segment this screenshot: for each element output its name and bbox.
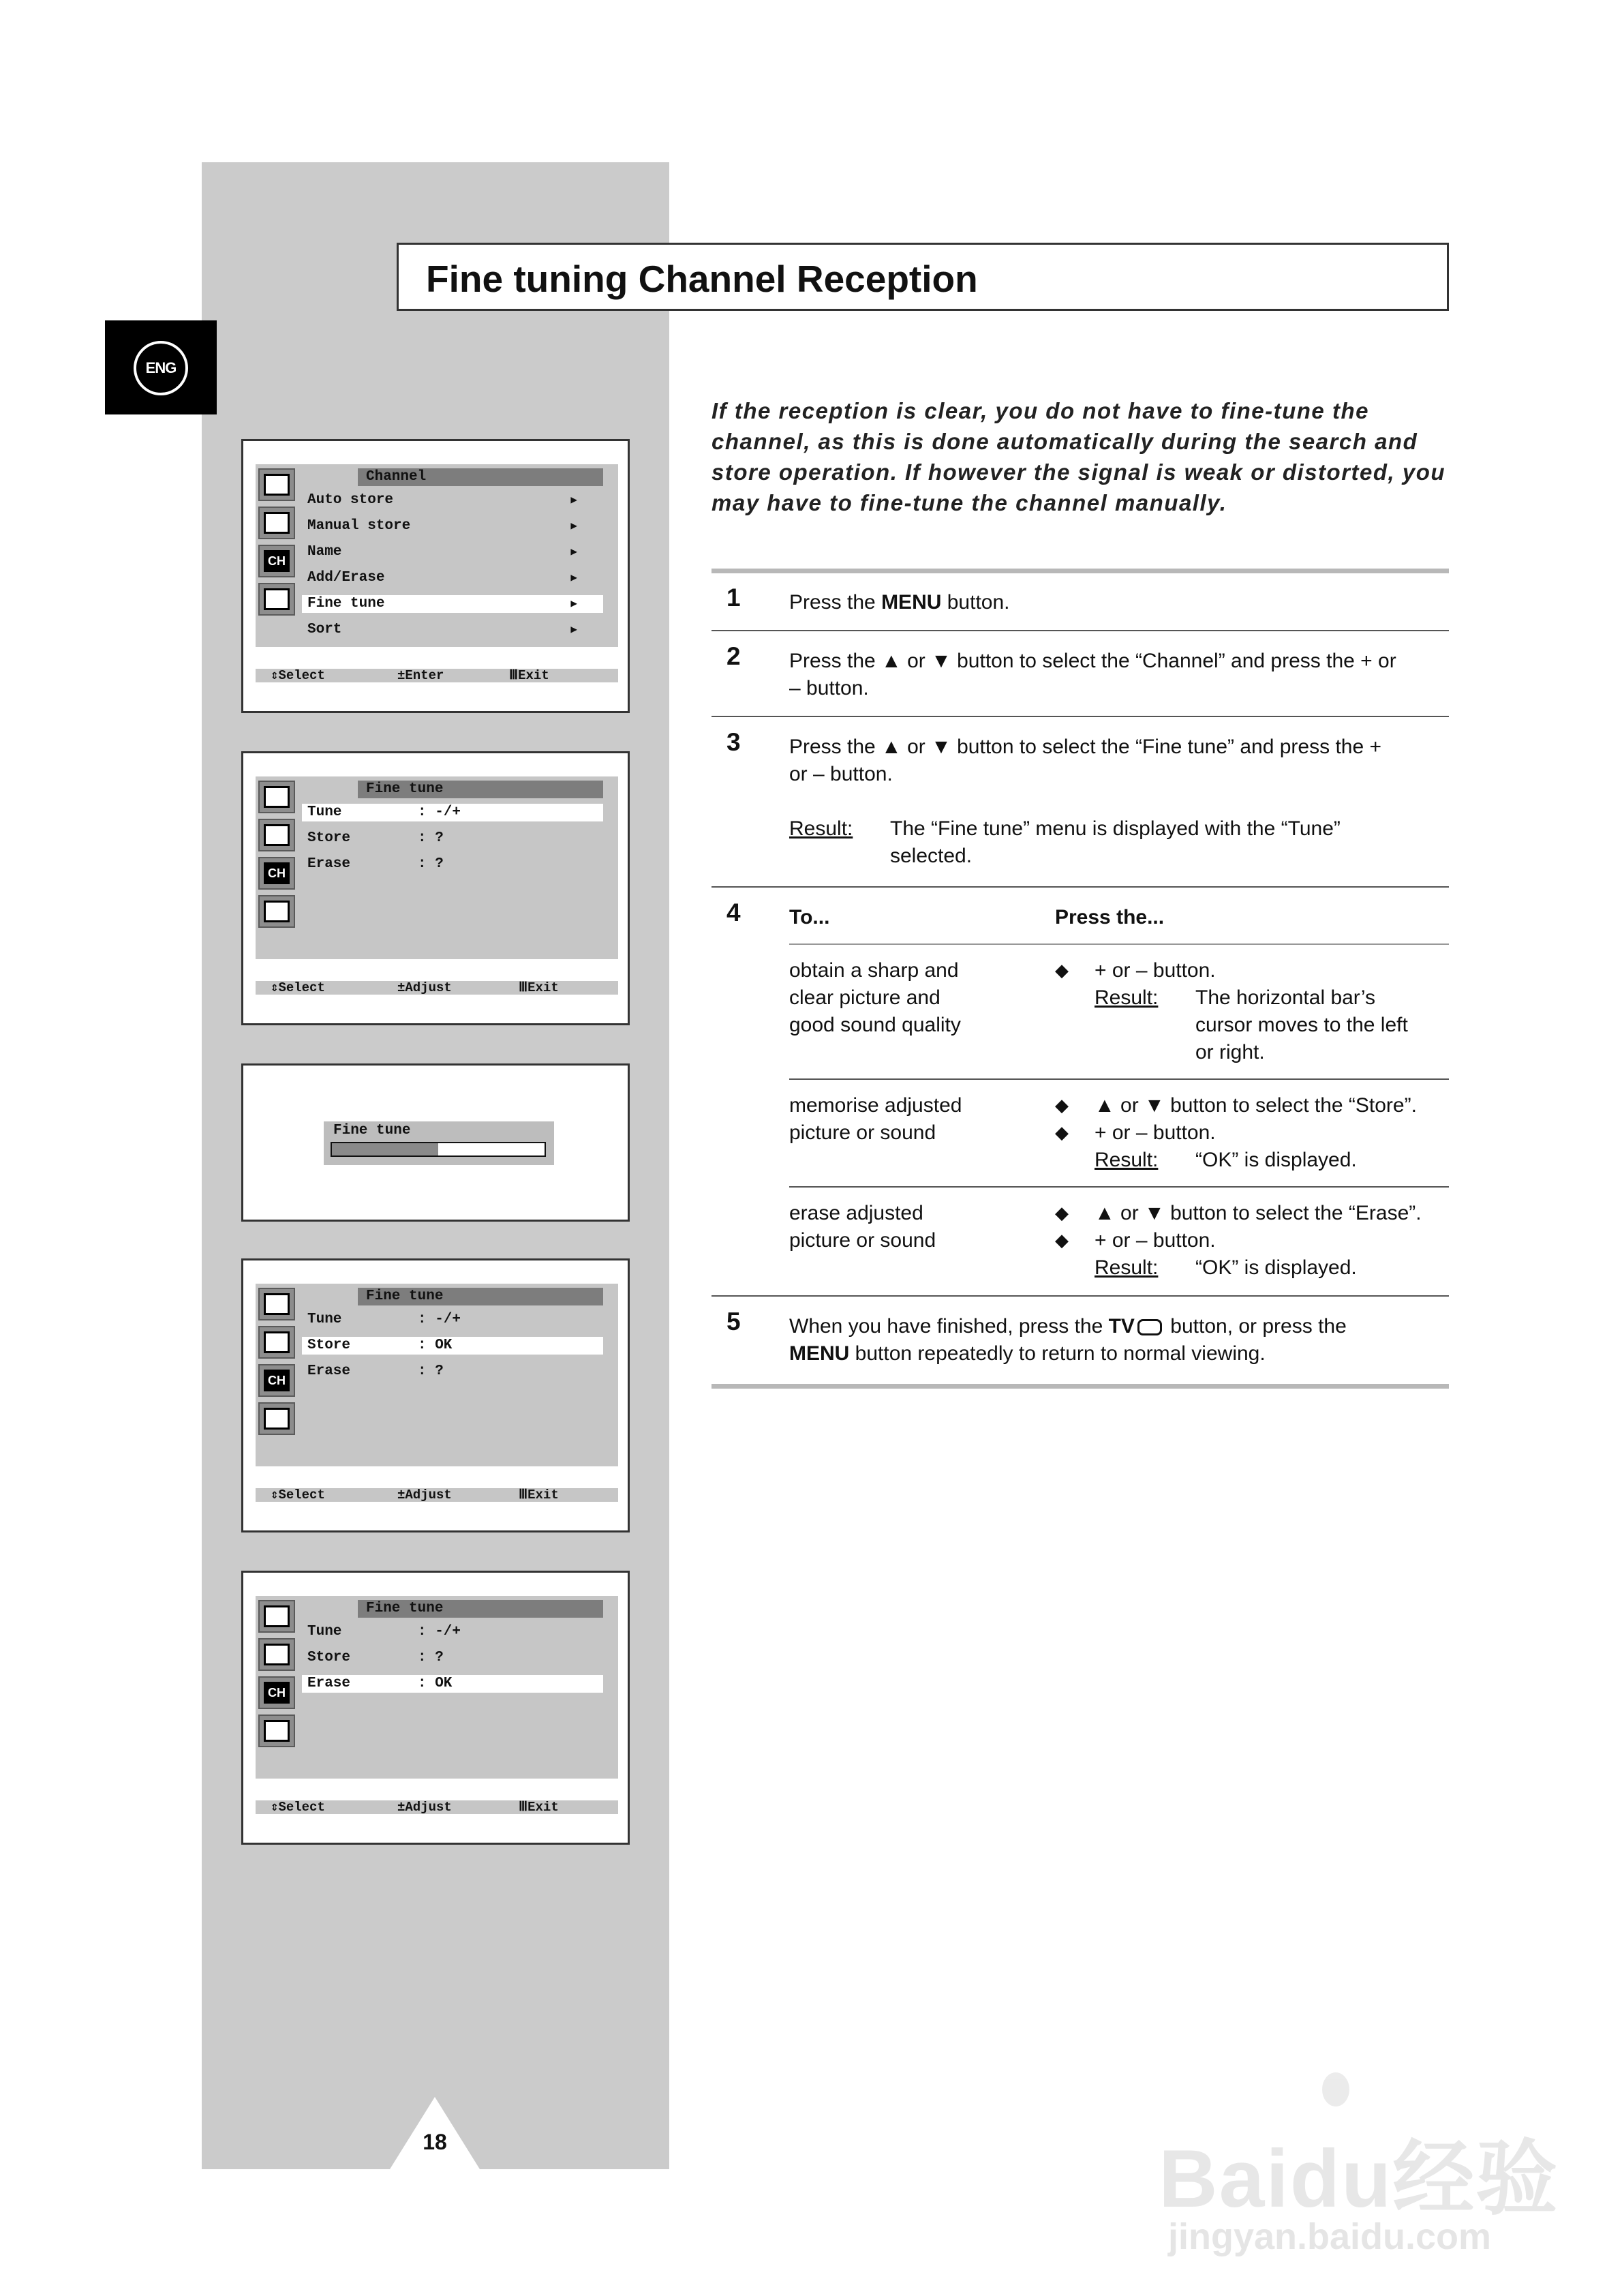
result-label: Result: (789, 817, 853, 840)
sound-icon (258, 1638, 295, 1671)
step-2-line-2: – button. (789, 677, 869, 699)
fine-tune-bar (331, 1142, 546, 1157)
subtable-header-rule (789, 943, 1449, 945)
step-5-line-1: When you have finished, press the TV button, or press the (789, 1315, 1347, 1338)
result-label: Result: (1095, 986, 1159, 1009)
watermark (1159, 2072, 1567, 2263)
osd-row-tune: Tune : -/+ (307, 1624, 461, 1640)
tv-picture-icon (258, 1600, 295, 1633)
tv-picture-icon (258, 781, 295, 813)
screen-fine-tune-tune (241, 751, 630, 1025)
step-3-result-line-1: The “Fine tune” menu is displayed with the “Tune” (890, 817, 1341, 840)
result-label: Result: (1095, 1149, 1159, 1171)
setup-icon (258, 895, 295, 928)
step-number: 5 (726, 1308, 741, 1335)
step-number: 4 (726, 898, 741, 926)
screen-fine-tune-store (241, 1258, 630, 1532)
page-title: Fine tuning Channel Reception (426, 258, 978, 300)
osd-footer: ⇕Select ±Enter ⅢExit (256, 669, 618, 682)
column-header-to: To... (789, 906, 830, 928)
osd-menu-item: Name ▶ (307, 544, 577, 560)
osd-row-erase: Erase : ? (307, 1363, 444, 1379)
sound-icon (258, 1326, 295, 1359)
osd-menu-item-selected: Fine tune ▶ (302, 595, 603, 613)
osd-panel (256, 776, 618, 959)
osd-panel (256, 1284, 618, 1466)
osd-menu-item: Add/Erase ▶ (307, 570, 577, 586)
step-divider (711, 886, 1449, 888)
diamond-bullet-icon: ◆ (1055, 1122, 1069, 1143)
step-number: 1 (726, 584, 741, 611)
osd-footer: ⇕Select ±Adjust ⅢExit (256, 1800, 618, 1814)
column-header-press: Press the... (1055, 906, 1165, 928)
sound-icon (258, 819, 295, 851)
osd-row-store: Store : ? (307, 830, 444, 846)
step-5-line-2: MENU button repeatedly to return to normal viewing. (789, 1342, 1266, 1365)
watermark-url: jingyan.baidu.com (1168, 2216, 1492, 2257)
diamond-bullet-icon: ◆ (1055, 1230, 1069, 1250)
osd-title: Channel (358, 468, 603, 486)
press-text: + or – button. (1095, 959, 1216, 982)
subtable-row-rule (789, 1186, 1449, 1188)
osd-icon-column (256, 1284, 298, 1466)
osd-footer: ⇕Select ±Adjust ⅢExit (256, 1488, 618, 1502)
step-divider (711, 716, 1449, 717)
intro-paragraph: If the reception is clear, you do not have to fine-tune the channel, as this is done automatically during the search and store operation. If however the signal is weak or distorted, you may have to fine-tune the channel manually. (711, 398, 1446, 515)
to-text: clear picture and (789, 986, 940, 1009)
tv-picture-icon (258, 1288, 295, 1320)
osd-row-erase: Erase : OK (302, 1675, 603, 1693)
page-number: 18 (423, 2130, 447, 2154)
result-text: The horizontal bar’s (1195, 986, 1376, 1009)
osd-row-store: Store : ? (307, 1650, 444, 1665)
language-badge-label: ENG (134, 341, 188, 395)
osd-panel (256, 464, 618, 647)
setup-icon (258, 1402, 295, 1435)
fine-tune-box (324, 1121, 554, 1165)
osd-row-tune: Tune : -/+ (307, 1312, 461, 1327)
fine-tune-label: Fine tune (333, 1123, 411, 1138)
setup-icon (258, 1715, 295, 1747)
press-text: ▲ or ▼ button to select the “Store”. (1095, 1094, 1417, 1117)
step-number: 3 (726, 728, 741, 756)
result-label: Result: (1095, 1256, 1159, 1279)
watermark-brand: Baidu经验 (1159, 2133, 1559, 2224)
osd-menu-item: Auto store ▶ (307, 492, 577, 508)
osd-icon-column (256, 464, 298, 647)
osd-footer: ⇕Select ±Adjust ⅢExit (256, 981, 618, 995)
to-text: good sound quality (789, 1014, 961, 1036)
sound-icon (258, 507, 295, 539)
osd-menu-item: Manual store ▶ (307, 518, 577, 534)
osd-title: Fine tune (358, 1600, 603, 1618)
channel-icon: CH (258, 857, 295, 890)
step-1-text: Press the MENU button. (789, 591, 1010, 614)
osd-row-store: Store : OK (302, 1337, 603, 1355)
to-text: picture or sound (789, 1229, 936, 1252)
screen-fine-tune-erase (241, 1571, 630, 1845)
diamond-bullet-icon: ◆ (1055, 960, 1069, 980)
step-3-line-1: Press the ▲ or ▼ button to select the “Fine tune” and press the + (789, 736, 1382, 758)
subtable-row-rule (789, 1078, 1449, 1080)
step-divider (711, 630, 1449, 631)
table-top-rule (711, 569, 1449, 573)
result-text: cursor moves to the left (1195, 1014, 1408, 1036)
press-text: ▲ or ▼ button to select the “Erase”. (1095, 1202, 1422, 1224)
result-text: “OK” is displayed. (1195, 1149, 1357, 1171)
osd-title: Fine tune (358, 1288, 603, 1305)
osd-icon-column (256, 776, 298, 959)
to-text: memorise adjusted (789, 1094, 962, 1117)
title-box (397, 243, 1449, 311)
table-bottom-rule (711, 1384, 1449, 1389)
osd-icon-column (256, 1596, 298, 1779)
step-2-line-1: Press the ▲ or ▼ button to select the “Channel” and press the + or (789, 650, 1396, 672)
screen-fine-tune-bar (241, 1063, 630, 1222)
channel-icon: CH (258, 1676, 295, 1709)
press-text: + or – button. (1095, 1121, 1216, 1144)
press-text: + or – button. (1095, 1229, 1216, 1252)
osd-title: Fine tune (358, 781, 603, 798)
osd-row-tune: Tune : -/+ (302, 804, 603, 821)
tv-button-icon (1137, 1319, 1162, 1335)
osd-menu-item: Sort ▶ (307, 622, 577, 637)
paw-icon (1322, 2072, 1349, 2106)
screen-channel-menu (241, 439, 630, 713)
to-text: picture or sound (789, 1121, 936, 1144)
step-3-line-2: or – button. (789, 763, 893, 785)
result-text: “OK” is displayed. (1195, 1256, 1357, 1279)
step-3-result-line-2: selected. (890, 845, 973, 867)
to-text: obtain a sharp and (789, 959, 959, 982)
step-number: 2 (726, 642, 741, 670)
to-text: erase adjusted (789, 1202, 923, 1224)
diamond-bullet-icon: ◆ (1055, 1095, 1069, 1115)
osd-row-erase: Erase : ? (307, 856, 444, 872)
osd-panel (256, 1596, 618, 1779)
language-badge (105, 320, 217, 414)
channel-icon: CH (258, 545, 295, 577)
tv-picture-icon (258, 468, 295, 501)
diamond-bullet-icon: ◆ (1055, 1203, 1069, 1223)
setup-icon (258, 583, 295, 616)
channel-icon: CH (258, 1364, 295, 1397)
step-divider (711, 1295, 1449, 1297)
fine-tune-bar-fill (332, 1143, 438, 1155)
result-text: or right. (1195, 1041, 1265, 1063)
